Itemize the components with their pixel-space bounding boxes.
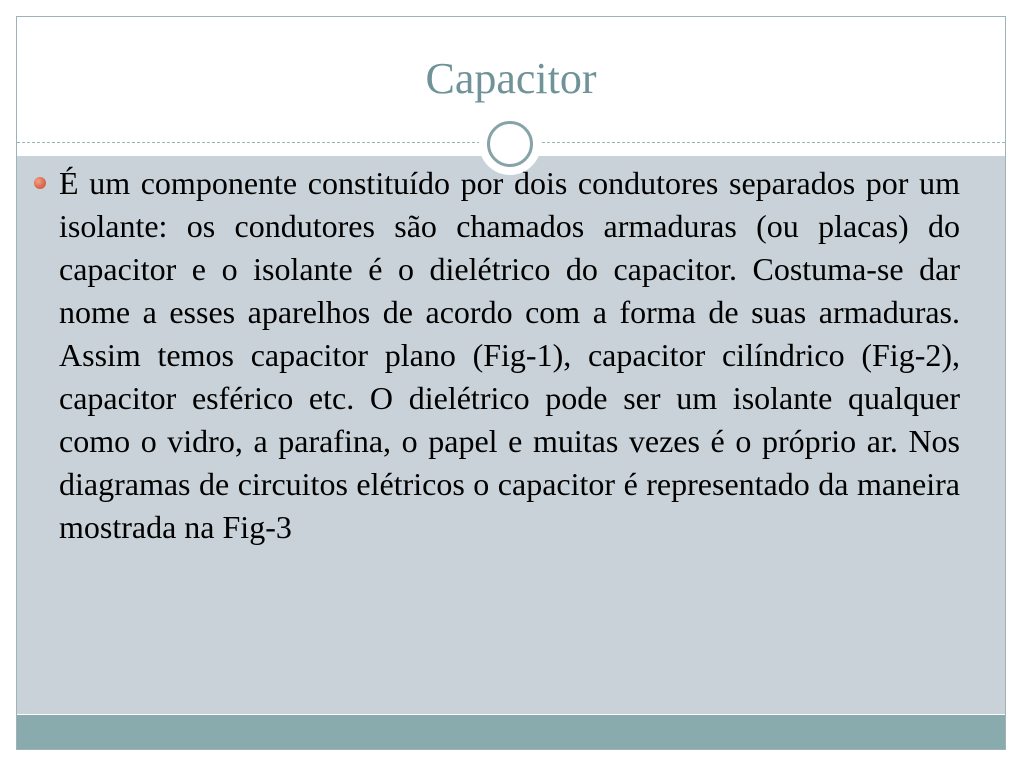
- footer-band: [17, 715, 1005, 750]
- bullet-text: É um componente constituído por dois condutores separados por um isolante: os condutores são chamados armaduras (ou placas) do capacitor e o isolante é o dielétrico do capacitor. Costuma-se dar nome a esses aparelhos de acordo com a forma de suas armaduras. Assim temos capacitor plano (Fig-1), capacitor cilíndrico (Fig-2), capacitor esférico etc. O dielétrico pode ser um isolante qualquer como o vidro, a parafina, o papel e muitas vezes é o próprio ar. Nos diagramas de circuitos elétricos o capacitor é representado da maneira mostrada na Fig-3: [59, 165, 960, 545]
- ring-ornament-icon: [487, 121, 533, 167]
- bullet-icon: [34, 177, 46, 189]
- slide-title: Capacitor: [425, 54, 597, 103]
